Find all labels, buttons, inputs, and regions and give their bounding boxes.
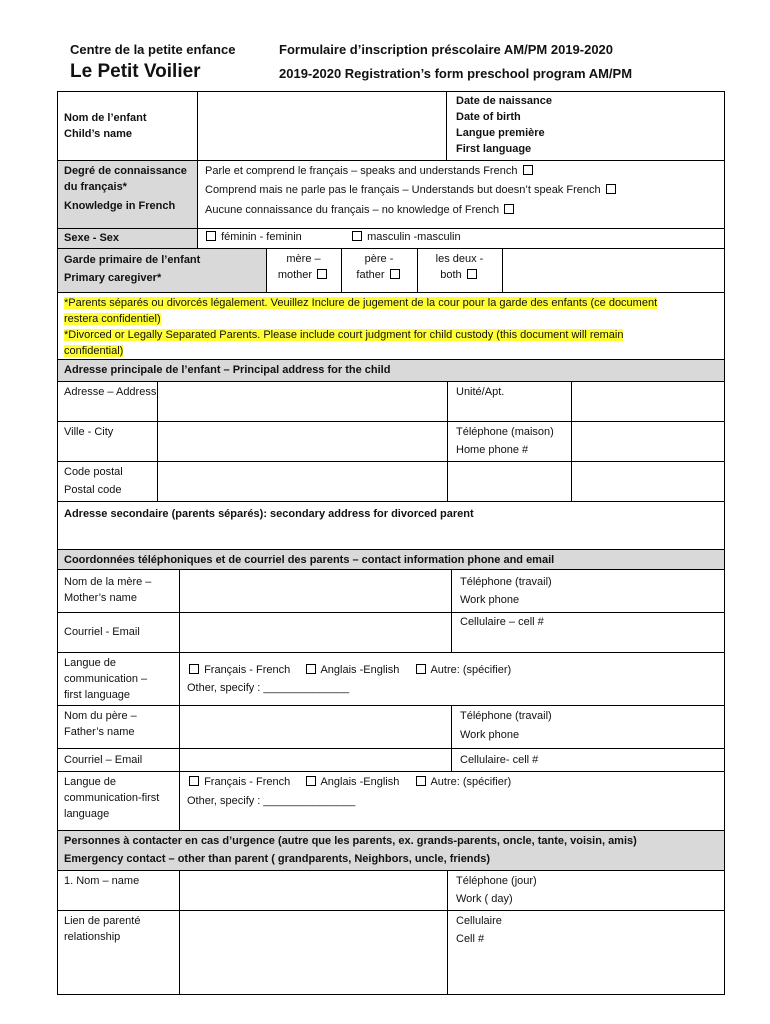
checkbox[interactable] xyxy=(189,776,199,786)
child-name-field[interactable] xyxy=(200,94,442,156)
address-label: Adresse – Address xyxy=(64,386,157,398)
address-section-title: Adresse principale de l’enfant – Principal address for the child xyxy=(64,364,391,376)
father-cell-label: Cellulaire- cell # xyxy=(460,754,539,766)
rule xyxy=(447,870,448,994)
caregiver-both-option[interactable] xyxy=(417,267,502,283)
first-language-label-fr: Langue première xyxy=(456,127,545,139)
father-lang-label-2: communication-first xyxy=(64,792,160,804)
form-title-en: 2019-2020 Registration’s form preschool program AM/PM xyxy=(279,66,633,81)
rule xyxy=(57,910,725,911)
emergency-day-phone-label-en: Work ( day) xyxy=(456,893,513,905)
option-text: Anglais -English xyxy=(320,664,400,676)
mother-lang-english-option[interactable] xyxy=(304,662,399,678)
mother-work-phone-label-en: Work phone xyxy=(460,594,520,606)
checkbox[interactable] xyxy=(189,664,199,674)
checkbox[interactable] xyxy=(352,231,362,241)
father-work-phone-label-en: Work phone xyxy=(460,729,520,741)
sex-female-text: féminin - feminin xyxy=(221,231,302,243)
rule xyxy=(57,160,725,161)
school-name: Le Petit Voilier xyxy=(70,61,201,82)
sex-female-option[interactable] xyxy=(204,229,302,245)
mother-lang-label-2: communication – xyxy=(64,673,148,685)
caregiver-mother-option[interactable] xyxy=(266,267,341,283)
dob-label-en: Date of birth xyxy=(456,111,521,123)
rule xyxy=(446,91,447,160)
secondary-address-label: Adresse secondaire (parents séparés): secondary address for divorced parent xyxy=(64,508,474,520)
postal-code-label-fr: Code postal xyxy=(64,466,123,478)
mother-lang-other-option[interactable] xyxy=(414,662,511,678)
emergency-day-phone-label-fr: Téléphone (jour) xyxy=(456,875,537,887)
father-email-field[interactable] xyxy=(182,751,448,769)
child-name-label-fr: Nom de l’enfant xyxy=(64,112,147,124)
caregiver-both-text: both xyxy=(440,269,462,281)
mother-work-phone-label-fr: Téléphone (travail) xyxy=(460,576,552,588)
form-title-fr: Formulaire d’inscription préscolaire AM/PM 2019-2020 xyxy=(279,42,614,57)
rule xyxy=(157,381,158,501)
mother-email-field[interactable] xyxy=(182,615,448,649)
mother-cell-label: Cellulaire – cell # xyxy=(460,616,544,628)
checkbox[interactable] xyxy=(206,231,216,241)
checkbox[interactable] xyxy=(306,776,316,786)
french-option-1-text: Parle et comprend le français – speaks and understands French xyxy=(205,165,518,177)
mother-name-label-en: Mother’s name xyxy=(64,592,137,604)
emergency-section-title-fr: Personnes à contacter en cas d’urgence (autre que les parents, ex. grands-parents, oncle, tante, voisin, amis) xyxy=(64,835,637,847)
mother-name-label-fr: Nom de la mère – xyxy=(64,576,152,588)
rule xyxy=(57,248,725,249)
mother-lang-label-1: Langue de xyxy=(64,657,116,669)
checkbox[interactable] xyxy=(390,269,400,279)
notice-en-2-text: confidential) xyxy=(64,345,124,357)
relationship-label-fr: Lien de parenté xyxy=(64,915,141,927)
rule xyxy=(57,652,725,653)
caregiver-father-option[interactable] xyxy=(341,267,417,283)
child-name-label-en: Child’s name xyxy=(64,128,133,140)
mother-email-label: Courriel - Email xyxy=(64,626,140,638)
checkbox[interactable] xyxy=(606,184,616,194)
rule xyxy=(451,705,452,771)
home-phone-field[interactable] xyxy=(574,424,722,458)
father-lang-english-option[interactable] xyxy=(304,774,399,790)
rule xyxy=(57,549,725,550)
sex-label: Sexe - Sex xyxy=(64,232,120,244)
checkbox[interactable] xyxy=(504,204,514,214)
sex-male-text: masculin -masculin xyxy=(367,231,461,243)
emergency-cell-label-en: Cell # xyxy=(456,933,485,945)
caregiver-mother-text: mother xyxy=(277,269,313,281)
rule xyxy=(502,248,503,292)
notice-en-1-text: *Divorced or Legally Separated Parents. Please include court judgment for child custody (this document will remain xyxy=(64,329,624,341)
city-label: Ville - City xyxy=(64,426,114,438)
checkbox[interactable] xyxy=(467,269,477,279)
caregiver-father-1: père - xyxy=(364,253,394,265)
rule xyxy=(447,381,448,501)
home-phone-label-fr: Téléphone (maison) xyxy=(456,426,554,438)
father-name-label-fr: Nom du père – xyxy=(64,710,137,722)
checkbox[interactable] xyxy=(416,776,426,786)
caregiver-label-2: Primary caregiver* xyxy=(64,272,162,284)
notice-fr-2-text: restera confidentiel) xyxy=(64,313,161,325)
rule xyxy=(57,569,725,570)
emergency-name-label: 1. Nom – name xyxy=(64,875,140,887)
relationship-field[interactable] xyxy=(182,913,444,991)
father-lang-other-specify[interactable]: Other, specify : _______________ xyxy=(187,795,356,807)
mother-lang-other-specify[interactable]: Other, specify : ______________ xyxy=(187,682,350,694)
notice-en-1 xyxy=(64,327,623,343)
french-knowledge-label-1: Degré de connaissance xyxy=(64,165,187,177)
emergency-cell-label-fr: Cellulaire xyxy=(456,915,502,927)
rule xyxy=(571,381,572,501)
caregiver-label-1: Garde primaire de l’enfant xyxy=(64,254,201,266)
option-text: Anglais -English xyxy=(320,776,400,788)
home-phone-label-en: Home phone # xyxy=(456,444,529,456)
french-option-2[interactable] xyxy=(205,182,618,198)
mother-name-field[interactable] xyxy=(182,572,448,609)
rule xyxy=(197,91,198,248)
notice-fr-1 xyxy=(64,295,657,311)
rule xyxy=(57,612,725,613)
mother-lang-label-3: first language xyxy=(64,689,131,701)
rule xyxy=(57,771,725,772)
option-text: Français - French xyxy=(204,664,291,676)
unit-label: Unité/Apt. xyxy=(456,386,505,398)
unit-field[interactable] xyxy=(574,384,722,418)
father-name-field[interactable] xyxy=(182,708,448,745)
french-knowledge-label-2: du français* xyxy=(64,181,127,193)
rule xyxy=(57,748,725,749)
father-lang-label-3: language xyxy=(64,808,110,820)
postal-code-label-en: Postal code xyxy=(64,484,122,496)
rule xyxy=(451,569,452,652)
father-lang-french-option[interactable] xyxy=(187,774,290,790)
notice-fr-1-text: *Parents séparés ou divorcés légalement. Veuillez Inclure de jugement de la cour pour la garde des enfants (ce document xyxy=(64,297,658,309)
rule xyxy=(179,870,180,994)
sex-male-option[interactable] xyxy=(350,229,461,245)
address-field[interactable] xyxy=(160,384,444,418)
french-knowledge-label-3: Knowledge in French xyxy=(64,200,176,212)
father-email-label: Courriel – Email xyxy=(64,754,143,766)
checkbox[interactable] xyxy=(317,269,327,279)
notice-en-2 xyxy=(64,343,123,359)
checkbox[interactable] xyxy=(306,664,316,674)
notice-fr-2 xyxy=(64,311,161,327)
rule xyxy=(57,292,725,293)
mother-lang-french-option[interactable] xyxy=(187,662,290,678)
father-lang-other-option[interactable] xyxy=(414,774,511,790)
caregiver-father-text: father xyxy=(356,269,385,281)
relationship-label-en: relationship xyxy=(64,931,121,943)
french-option-3[interactable] xyxy=(205,202,516,218)
caregiver-both-1: les deux - xyxy=(435,253,484,265)
rule xyxy=(179,569,180,830)
rule xyxy=(57,830,725,831)
checkbox[interactable] xyxy=(416,664,426,674)
rule xyxy=(57,501,725,502)
rule xyxy=(57,705,725,706)
checkbox[interactable] xyxy=(523,165,533,175)
dob-label-fr: Date de naissance xyxy=(456,95,552,107)
center-name: Centre de la petite enfance xyxy=(70,42,236,57)
father-work-phone-label-fr: Téléphone (travail) xyxy=(460,710,552,722)
first-language-label-en: First language xyxy=(456,143,532,155)
caregiver-mother-1: mère – xyxy=(286,253,321,265)
city-field[interactable] xyxy=(160,424,444,458)
emergency-name-field[interactable] xyxy=(182,873,444,907)
secondary-address-field[interactable] xyxy=(60,522,722,547)
french-option-1[interactable] xyxy=(205,163,535,179)
father-lang-label-1: Langue de xyxy=(64,776,116,788)
french-option-2-text: Comprend mais ne parle pas le français – Understands but doesn’t speak French xyxy=(205,184,601,196)
option-text: Autre: (spécifier) xyxy=(430,664,512,676)
rule xyxy=(57,359,725,360)
father-name-label-en: Father’s name xyxy=(64,726,135,738)
option-text: Autre: (spécifier) xyxy=(430,776,512,788)
french-option-3-text: Aucune connaissance du français – no knowledge of French xyxy=(205,204,500,216)
option-text: Français - French xyxy=(204,776,291,788)
contact-section-title: Coordonnées téléphoniques et de courriel des parents – contact information phone and email xyxy=(64,554,555,566)
postal-code-field[interactable] xyxy=(160,464,444,498)
rule xyxy=(57,870,725,871)
emergency-section-title-en: Emergency contact – other than parent ( grandparents, Neighbors, uncle, friends) xyxy=(64,853,491,865)
